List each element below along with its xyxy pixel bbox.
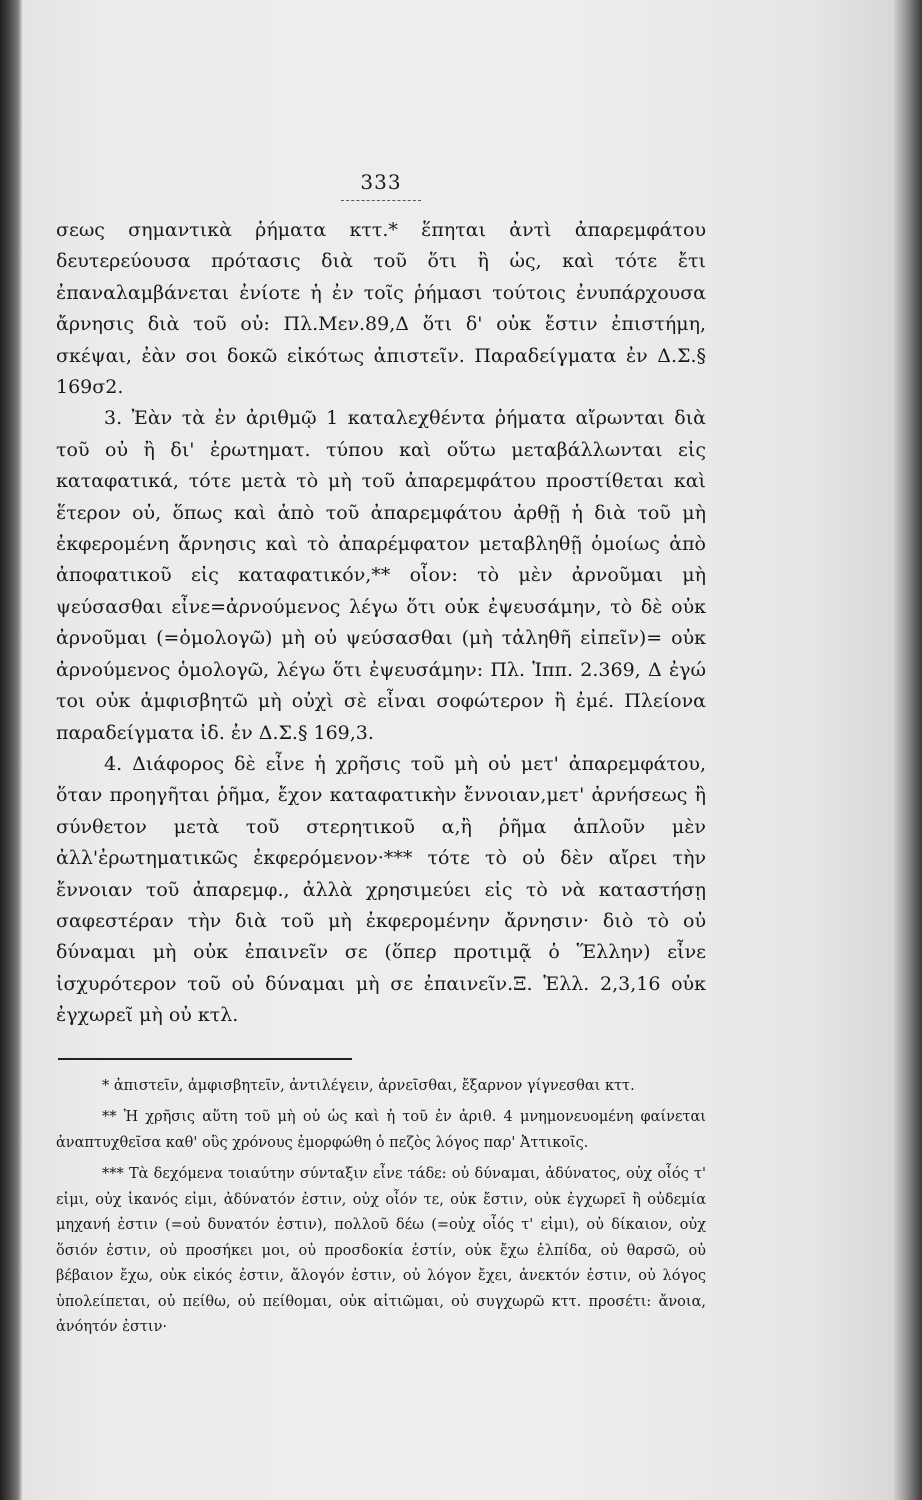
footnote-1: * ἀπιστεῖν, ἀμφισβητεῖν, ἀντιλέγειν, ἀρνεῖσθαι, ἔξαρνον γίγνεσθαι κττ. (102, 1077, 635, 1094)
paragraph-continuation: σεως σημαντικὰ ῥήματα κττ.* ἕπηται ἀντὶ ἀπαρεμφάτου δευτερεύουσα πρότασις διὰ τοῦ ὅτι ἢ ὡς, καὶ τότε ἔτι ἐπαναλαμβάνεται ἐνίοτε ἡ ἐν τοῖς ῥήμασι τούτοις ἐνυπάρχουσα ἄρνησις διὰ τοῦ οὐ: Πλ.Μεν.89,Δ ὅτι δ' οὐκ ἔστιν ἐπιστήμη, σκέψαι, ἐὰν σοι δοκῶ εἰκότως ἀπιστεῖν. Παραδείγματα ἐν Δ.Σ.§ 169σ2. (56, 219, 706, 399)
paragraph-4: 4. Διάφορος δὲ εἶνε ἡ χρῆσις τοῦ μὴ οὐ μετ' ἀπαρεμφάτου, ὅταν προηγῆται ῥῆμα, ἔχον καταφατικὴν ἔννοιαν,μετ' ἀρνήσεως ἢ σύνθετον μετὰ τοῦ στερητικοῦ α,ἢ ῥῆμα ἁπλοῦν μὲν ἀλλ'ἐρωτηματικῶς ἐκφερόμενον·*** τότε τὸ οὐ δὲν αἴρει τὴν ἔννοιαν τοῦ ἀπαρεμφ., ἀλλὰ χρησιμεύει εἰς τὸ νὰ καταστήσῃ σαφεστέραν τὴν διὰ τοῦ μὴ ἐκφερομένην ἄρνησιν· διὸ τὸ οὐ δύναμαι μὴ οὐκ ἐπαινεῖν σε (ὅπερ προτιμᾷ ὁ Ἕλλην) εἶνε ἰσχυρότερον τοῦ οὐ δύναμαι μὴ σε ἐπαινεῖν.Ξ. Ἑλλ. 2,3,16 οὐκ ἐγχωρεῖ μὴ οὐ κτλ. (56, 752, 706, 1027)
book-edge-right (894, 0, 922, 1500)
paragraph-3: 3. Ἐὰν τὰ ἐν ἀριθμῷ 1 καταλεχθέντα ῥήματα αἴρωνται διὰ τοῦ οὐ ἢ δι' ἐρωτηματ. τύπου καὶ οὕτω μεταβάλλωνται εἰς καταφατικά, τότε μετὰ τὸ μὴ τοῦ ἀπαρεμφάτου προστίθεται καὶ ἕτερον οὐ, ὅπως καὶ ἀπὸ τοῦ ἀπαρεμφάτου ἀρθῇ ἡ διὰ τοῦ μὴ ἐκφερομένη ἄρνησις καὶ τὸ ἀπαρέμφατον μεταβληθῇ ὁμοίως ἀπὸ ἀποφατικοῦ εἰς καταφατικόν,** οἷον: τὸ μὲν ἀρνοῦμαι μὴ ψεύσασθαι εἶνε=ἀρνούμενος λέγω ὅτι οὐκ ἐψευσάμην, τὸ δὲ οὐκ ἀρνοῦμαι (=ὁμολογῶ) μὴ οὐ ψεύσασθαι (μὴ τἀληθῆ εἰπεῖν)= οὐκ ἀρνούμενος ὁμολογῶ, λέγω ὅτι ἐψευσάμην: Πλ. Ἱππ. 2.369, Δ ἐγώ τοι οὐκ ἀμφισβητῶ μὴ οὐχὶ σὲ εἶναι σοφώτερον ἢ ἐμέ. Πλείονα παραδείγματα ἰδ. ἐν Δ.Σ.§ 169,3. (56, 407, 706, 744)
book-page (22, 0, 894, 1500)
footnote-3: *** Τὰ δεχόμενα τοιαύτην σύνταξιν εἶνε τάδε: οὐ δύναμαι, ἀδύνατος, οὐχ οἷός τ' εἰμι, οὐχ ἱκανός εἰμι, ἀδύνατόν ἐστιν, οὐχ οἷόν τε, οὐκ ἔστιν, οὐκ ἐγχωρεῖ ἢ οὐδεμία μηχανή ἐστιν (=οὐ δυνατόν ἐστιν), πολλοῦ δέω (=οὐχ οἷός τ' εἰμι), οὐ δίκαιον, οὐχ ὅσιόν ἐστιν, οὐ προσήκει μοι, οὐ προσδοκία ἐστίν, οὐκ ἔχω ἐλπίδα, οὐ θαρσῶ, οὐ βέβαιον ἔχω, οὐκ εἰκός ἐστιν, ἄλογόν ἐστιν, οὐ λόγον ἔχει, ἀνεκτόν ἐστιν, οὐ λόγος ὑπολείπεται, οὐ πείθω, οὐ πείθομαι, οὐκ αἰτιῶμαι, οὐ συγχωρῶ κττ. προσέτι: ἄνοια, ἀνόητόν ἐστιν· (56, 1166, 706, 1336)
footnote-divider (58, 1058, 352, 1060)
page-content (56, 170, 706, 1341)
footnote-2: ** Ἡ χρῆσις αὕτη τοῦ μὴ οὐ ὡς καὶ ἡ τοῦ ἐν ἀριθ. 4 μνημονευομένη φαίνεται ἀναπτυχθεῖσα καθ' οὓς χρόνους ἐμορφώθη ὁ πεζὸς λόγος παρ' Ἀττικοῖς. (56, 1109, 706, 1151)
page-number-underline (341, 200, 421, 201)
book-binding-left (0, 0, 22, 1500)
main-text (56, 215, 706, 1032)
page-number: 333 (360, 170, 402, 194)
footnotes (56, 1074, 706, 1341)
